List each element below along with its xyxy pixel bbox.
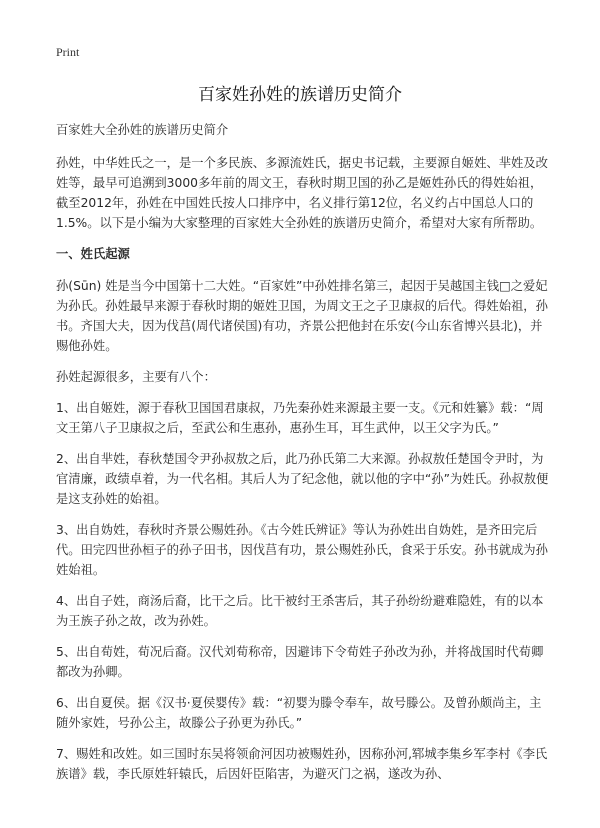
section-heading: 一、姓氏起源 xyxy=(56,247,130,261)
source-item-5: 5、出自荀姓，荀况后裔。汉代刘荀称帝，因避讳下令荀姓子孙改为孙，并将战国时代荀卿都改为孙卿。 xyxy=(56,645,544,679)
origin-paragraph: 孙(Sūn) 姓是当今中国第十二大姓。“百家姓”中孙姓排名第三，起因于吴越国主钱□之爱妃为孙氏。孙姓最早来源于春秋时期的姬姓卫国，为周文王之子卫康叔的后代。得姓始祖，孙书。齐国大夫，因为伐莒(周代诸侯国)有功，齐景公把他封在乐安(今山东省博兴县北)，并赐他孙姓。 xyxy=(56,279,548,353)
article-subtitle: 百家姓大全孙姓的族谱历史简介 xyxy=(56,123,229,137)
source-item-1: 1、出自姬姓，源于春秋卫国国君康叔，乃先秦孙姓来源最主要一支。《元和姓纂》载：“周文王第八子卫康叔之后，至武公和生惠孙，惠孙生耳，耳生武仲，以王父字为氏。” xyxy=(56,401,544,435)
print-link[interactable]: Print xyxy=(56,45,80,59)
source-item-7: 7、赐姓和改姓。如三国时东吴将领俞河因功被赐姓孙，因称孙河,郓城李集乡军李村《李氏族谱》载，李氏原姓轩辕氏，后因奸臣陷害，为避灭门之祸，遂改为孙、 xyxy=(56,747,548,781)
intro-paragraph: 孙姓，中华姓氏之一，是一个多民族、多源流姓氏，据史书记载，主要源自姬姓、芈姓及改姓等，最早可追溯到3000多年前的周文王，春秋时期卫国的孙乙是姬姓孙氏的得姓始祖，截至2012年，孙姓在中国姓氏按人口排序中，名义排行第12位，名义约占中国总人口的1.5%。以下是小编为大家整理的百家姓大全孙姓的族谱历史简介，希望对大家有所帮助。 xyxy=(56,156,548,230)
source-item-6: 6、出自夏侯。据《汉书·夏侯婴传》载：“初婴为滕令奉车，故号滕公。及曾孙颇尚主，主随外家姓，号孙公主，故滕公子孙更为孙氏。” xyxy=(56,696,542,730)
article-body xyxy=(56,120,550,795)
sources-intro: 孙姓起源很多，主要有八个： xyxy=(56,370,216,384)
source-item-2: 2、出自芈姓，春秋楚国令尹孙叔敖之后，此乃孙氏第二大来源。孙叔敖任楚国令尹时，为官清廉，政绩卓着，为一代名相。其后人为了纪念他，就以他的字中“孙”为姓氏。孙叔敖便是这支孙姓的始祖。 xyxy=(56,452,549,506)
page-title: 百家姓孙姓的族谱历史简介 xyxy=(198,85,402,105)
source-item-3: 3、出自妫姓，春秋时齐景公赐姓孙。《古今姓氏辨证》等认为孙姓出自妫姓，是齐田完后代。田完四世孙桓子的孙子田书，因伐莒有功，景公赐姓孙氏，食采于乐安。孙书就成为孙姓始祖。 xyxy=(56,523,548,577)
source-item-4: 4、出自子姓，商汤后裔，比干之后。比干被纣王杀害后，其子孙纷纷避难隐姓，有的以本为王族子孙之故，改为孙姓。 xyxy=(56,594,544,628)
